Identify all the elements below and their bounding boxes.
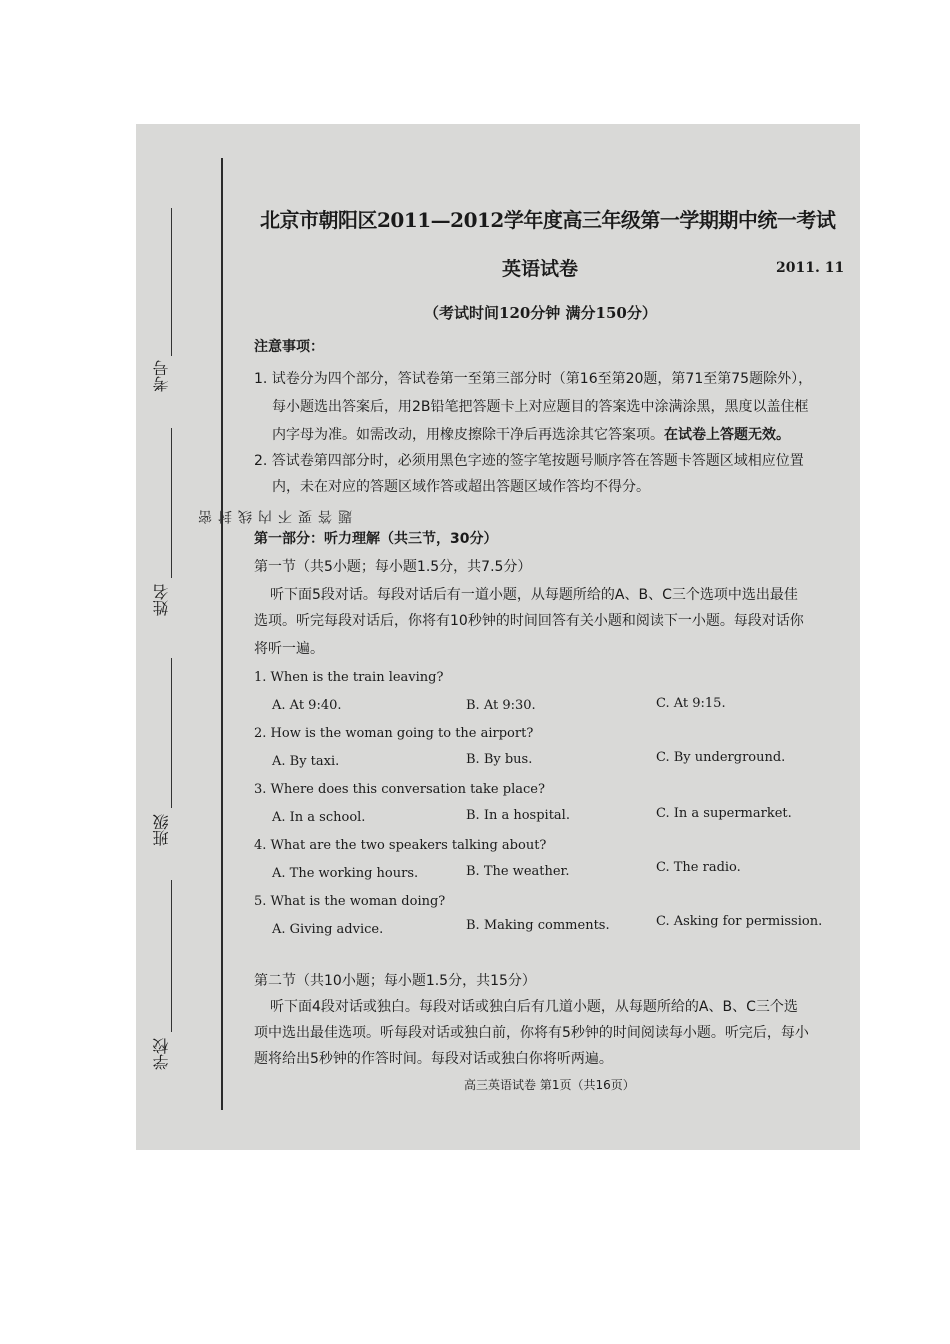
question-1: 1. When is the train leaving? [254, 670, 444, 685]
banji-label: 班级 [152, 814, 171, 846]
seal-char: 要 [298, 510, 314, 524]
section2-intro-line3: 题将给出5秒钟的作答时间。每段对话或独白你将听两遍。 [254, 1051, 613, 1067]
section1-intro-line3: 将听一遍。 [254, 641, 324, 657]
seal-char: 答 [318, 510, 334, 524]
seal-char: 题 [338, 510, 354, 524]
page-footer: 高三英语试卷 第1页（共16页） [464, 1078, 635, 1092]
notes-heading: 注意事项： [254, 339, 324, 355]
xuexiao-label: 学校 [152, 1038, 171, 1070]
question-2: 2. How is the woman going to the airport? [254, 726, 534, 741]
seal-char: 密 [198, 510, 214, 524]
option-1a: A. At 9:40. [272, 698, 342, 713]
seal-char: 不 [278, 510, 294, 524]
exam-time-info: （考试时间120分钟 满分150分） [424, 304, 657, 322]
xuexiao-line [171, 880, 172, 1032]
exam-title: 北京市朝阳区2011—2012学年度高三年级第一学期期中统一考试 [260, 208, 836, 232]
question-3: 3. Where does this conversation take place? [254, 782, 545, 797]
option-1c: C. At 9:15. [656, 696, 726, 711]
option-5c: C. Asking for permission. [656, 914, 823, 929]
exam-subtitle: 英语试卷 [502, 258, 579, 280]
notes-item2-line1: 2. 答试卷第四部分时，必须用黑色字迹的签字笔按题号顺序答在答题卡答题区域相应位置 [254, 453, 804, 469]
section1-intro-line1: 听下面5段对话。每段对话后有一道小题，从每题所给的A、B、C三个选项中选出最佳 [270, 587, 798, 603]
option-3a: A. In a school. [272, 810, 366, 825]
banji-line [171, 658, 172, 808]
option-3b: B. In a hospital. [466, 808, 570, 823]
notes-item2-line2: 内，未在对应的答题区域作答或超出答题区域作答均不得分。 [272, 479, 650, 495]
kaohao-line [171, 208, 172, 356]
option-2b: B. By bus. [466, 752, 533, 767]
option-4a: A. The working hours. [272, 866, 419, 881]
section2-heading: 第二节（共10小题；每小题1.5分，共15分） [254, 973, 536, 989]
option-2a: A. By taxi. [272, 754, 340, 769]
part1-heading: 第一部分：听力理解（共三节，30分） [254, 531, 498, 547]
notes-no-effect: 在试卷上答题无效。 [664, 427, 790, 443]
option-5a: A. Giving advice. [272, 922, 384, 937]
option-4b: B. The weather. [466, 864, 570, 879]
exam-date: 2011. 11 [776, 260, 845, 276]
section1-intro-line2: 选项。听完每段对话后，你将有10秒钟的时间回答有关小题和阅读下一小题。每段对话你 [254, 613, 804, 629]
notes-item1-line2: 每小题选出答案后，用2B铅笔把答题卡上对应题目的答案选中涂满涂黑，黑度以盖住框 [272, 399, 809, 415]
notes-item1-line1: 1. 试卷分为四个部分，答试卷第一至第三部分时（第16至第20题，第71至第75题除外）， [254, 371, 813, 387]
option-2c: C. By underground. [656, 750, 786, 765]
option-3c: C. In a supermarket. [656, 806, 792, 821]
kaohao-label: 考号 [152, 360, 171, 392]
option-1b: B. At 9:30. [466, 698, 536, 713]
notes-item1-line3a: 内字母为准。如需改动，用橡皮擦除干净后再选涂其它答案项。 [272, 427, 664, 443]
option-4c: C. The radio. [656, 860, 741, 875]
xingming-label: 姓名 [152, 584, 171, 616]
notes-item1-line3 [272, 422, 790, 449]
seal-char: 内 [258, 510, 274, 524]
section2-intro-line1: 听下面4段对话或独白。每段对话或独白后有几道小题，从每题所给的A、B、C三个选 [270, 999, 798, 1015]
xingming-line [171, 428, 172, 578]
question-4: 4. What are the two speakers talking about? [254, 838, 547, 853]
section1-heading: 第一节（共5小题；每小题1.5分，共7.5分） [254, 559, 532, 575]
section2-intro-line2: 项中选出最佳选项。听每段对话或独白前，你将有5秒钟的时间阅读每小题。听完后，每小 [254, 1025, 809, 1041]
question-5: 5. What is the woman doing? [254, 894, 446, 909]
seal-char: 封 [218, 510, 234, 524]
seal-char: 线 [238, 510, 254, 524]
binding-line [221, 158, 223, 1110]
option-5b: B. Making comments. [466, 918, 610, 933]
